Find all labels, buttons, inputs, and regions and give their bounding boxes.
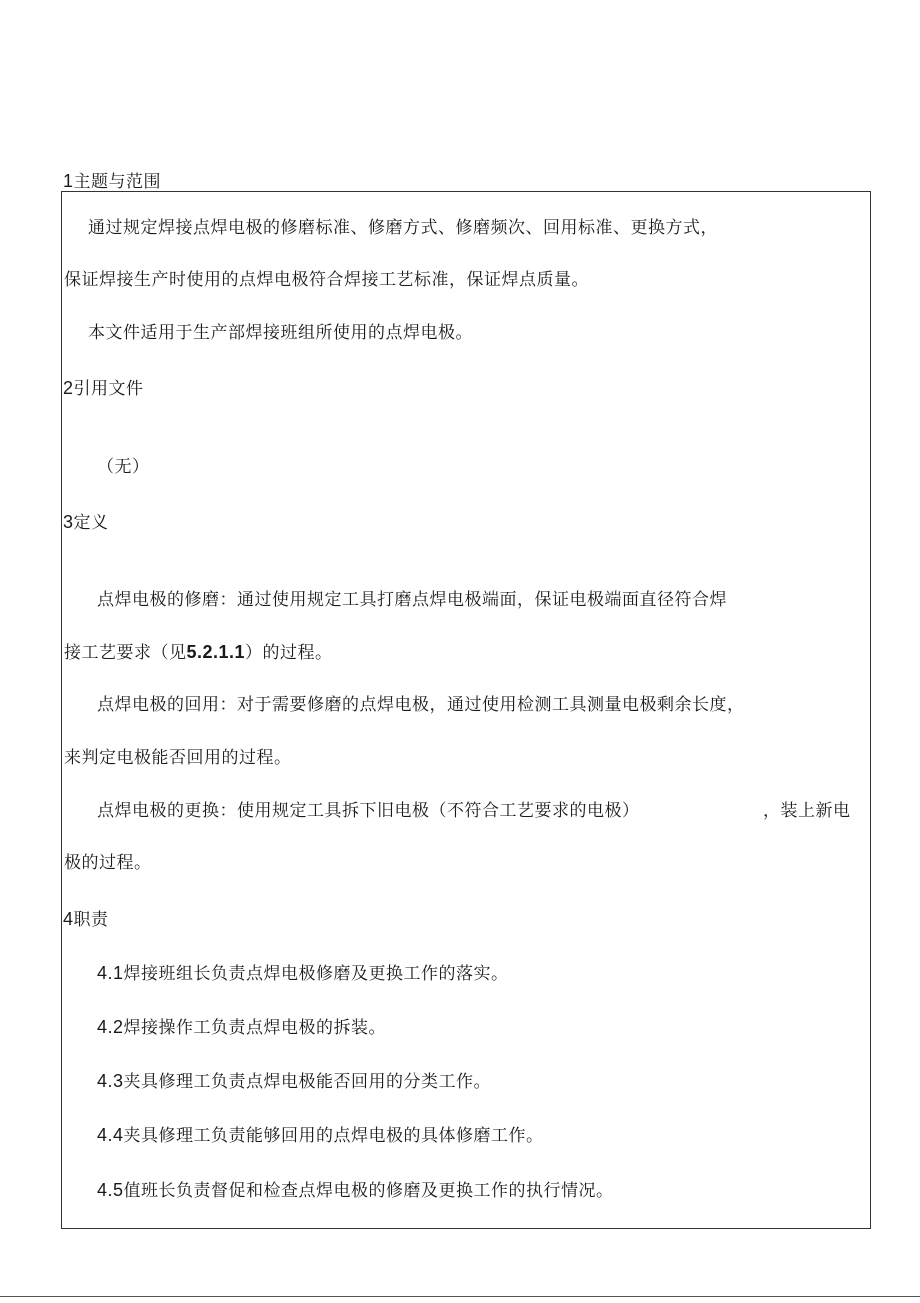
responsibility-text: 夹具修理工负责能够回用的点焊电极的具体修磨工作。 [123, 1126, 544, 1146]
section-3-heading [63, 511, 109, 534]
section-2-title: 引用文件 [73, 379, 144, 399]
responsibility-number: 4.3 [97, 1071, 124, 1091]
definition-reuse-line-2: 来判定电极能否回用的过程。 [64, 748, 292, 768]
responsibility-item [97, 1179, 614, 1202]
definition-replace-line-1: 点焊电极的更换：使用规定工具拆下旧电极（不符合工艺要求的电极） [97, 801, 640, 821]
definition-replace-line-1-tail: ，装上新电 [763, 801, 851, 821]
definition-grinding-suffix: ）的过程。 [245, 643, 333, 663]
definition-grinding-line-1: 点焊电极的修磨：通过使用规定工具打磨点焊电极端面，保证电极端面直径符合焊 [97, 590, 727, 610]
scope-paragraph-line-2: 保证焊接生产时使用的点焊电极符合焊接工艺标准，保证焊点质量。 [64, 270, 589, 290]
scope-applicability: 本文件适用于生产部焊接班组所使用的点焊电极。 [88, 323, 473, 343]
section-3-number: 3 [63, 512, 74, 532]
section-4-title: 职责 [73, 910, 109, 930]
responsibility-item [97, 1016, 386, 1039]
responsibility-text: 焊接操作工负责点焊电极的拆装。 [123, 1018, 387, 1038]
definition-grinding-reference: 5.2.1.1 [186, 642, 246, 662]
responsibility-item [97, 1070, 491, 1093]
responsibility-item [97, 962, 509, 985]
responsibility-text: 焊接班组长负责点焊电极修磨及更换工作的落实。 [123, 964, 509, 984]
section-2-number: 2 [63, 378, 74, 398]
responsibility-text: 值班长负责督促和检查点焊电极的修磨及更换工作的执行情况。 [123, 1181, 614, 1201]
scope-paragraph-line-1: 通过规定焊接点焊电极的修磨标准、修磨方式、修磨频次、回用标准、更换方式， [88, 218, 718, 238]
section-2-heading [63, 377, 144, 400]
section-4-number: 4 [63, 909, 74, 929]
section-1-heading [63, 170, 161, 193]
section-1-title: 主题与范围 [73, 172, 162, 192]
section-1-number: 1 [63, 171, 74, 191]
page-bottom-rule [0, 1296, 920, 1297]
referenced-documents-none: （无） [97, 457, 150, 477]
responsibility-item [97, 1124, 544, 1147]
definition-reuse-line-1: 点焊电极的回用：对于需要修磨的点焊电极，通过使用检测工具测量电极剩余长度， [97, 695, 745, 715]
responsibility-number: 4.4 [97, 1125, 124, 1145]
responsibility-number: 4.2 [97, 1017, 124, 1037]
definition-grinding-line-2 [64, 641, 333, 664]
section-3-title: 定义 [73, 513, 109, 533]
section-4-heading [63, 908, 109, 931]
responsibility-text: 夹具修理工负责点焊电极能否回用的分类工作。 [123, 1072, 492, 1092]
responsibility-number: 4.1 [97, 963, 124, 983]
definition-grinding-prefix: 接工艺要求（见 [64, 643, 187, 663]
responsibility-number: 4.5 [97, 1180, 124, 1200]
definition-replace-line-2: 极的过程。 [64, 853, 152, 873]
